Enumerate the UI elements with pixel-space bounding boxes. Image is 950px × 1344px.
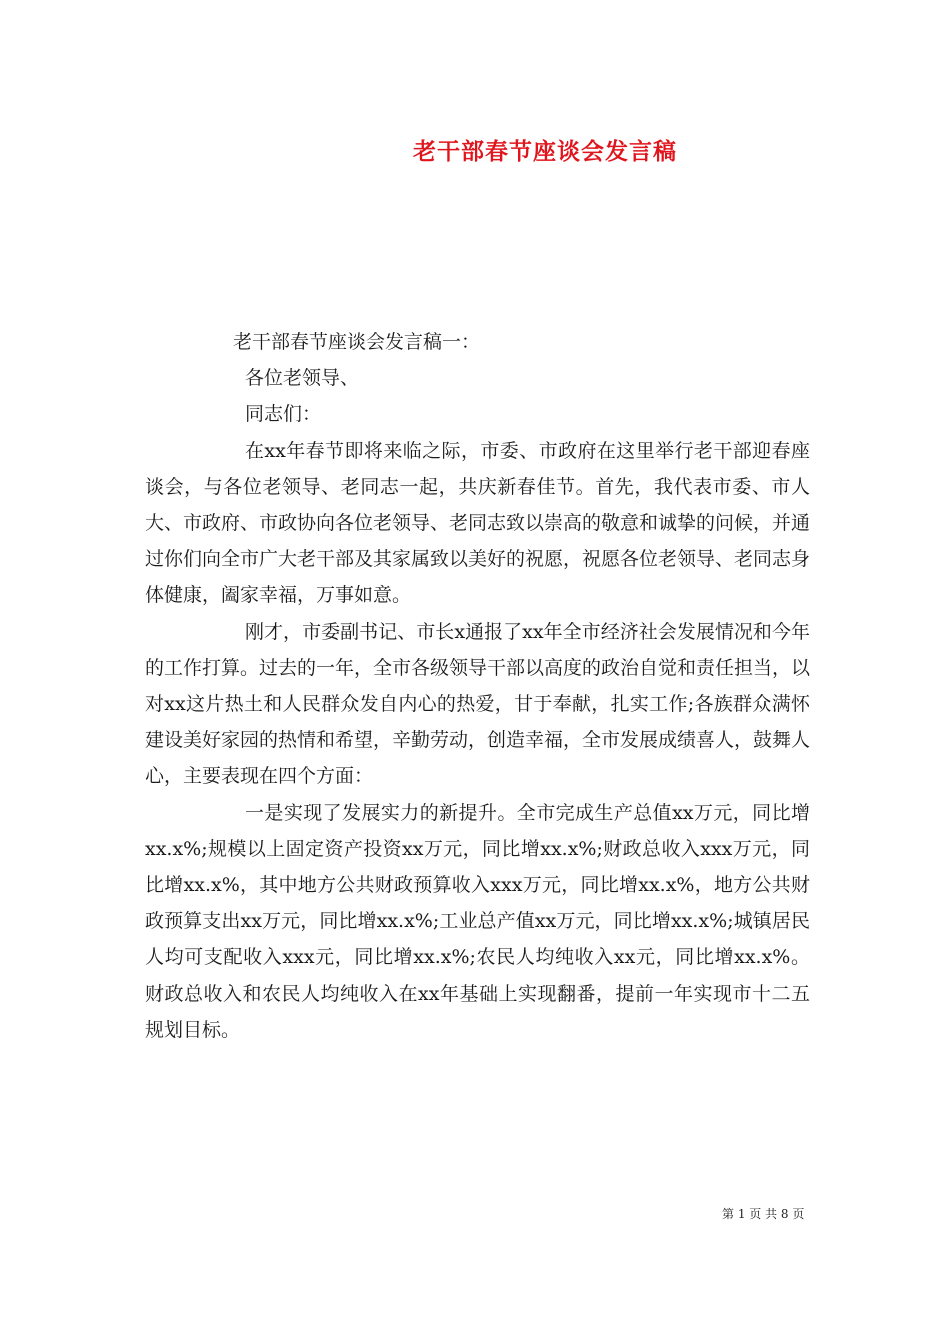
- paragraph-greeting: 在xx年春节即将来临之际，市委、市政府在这里举行老干部迎春座谈会，与各位老领导、老同志一起，共庆新春佳节。首先，我代表市委、市人大、市政府、市政协向各位老领导、老同志致以崇高的敬意和诚挚的问候，并通过你们向全市广大老干部及其家属致以美好的祝愿，祝愿各位老领导、老同志身体健康，阖家幸福，万事如意。: [145, 439, 811, 607]
- document-body: [145, 324, 810, 1048]
- paragraph-review: 刚才，市委副书记、市长x通报了xx年全市经济社会发展情况和今年的工作打算。过去的一年，全市各级领导干部以高度的政治自觉和责任担当，以对xx这片热土和人民群众发自内心的热爱，甘于奉献，扎实工作;各族群众满怀建设美好家园的热情和希望，辛勤劳动，创造幸福，全市发展成绩喜人，鼓舞人心，主要表现在四个方面：: [145, 620, 811, 788]
- document-title: 老干部春节座谈会发言稿: [413, 138, 677, 165]
- paragraph-achievement-1: 一是实现了发展实力的新提升。全市完成生产总值xx万元，同比增xx.x%;规模以上固定资产投资xx万元，同比增xx.x%;财政总收入xxx万元，同比增xx.x%，其中地方公共财政预算收入xxx万元，同比增xx.x%，地方公共财政预算支出xx万元，同比增xx.x%;工业总产值xx万元，同比增xx.x%;城镇居民人均可支配收入xxx元，同比增xx.x%;农民人均纯收入xx元，同比增xx.x%。财政总收入和农民人均纯收入在xx年基础上实现翻番，提前一年实现市十二五规划目标。: [145, 801, 810, 1041]
- salutation-line-2: 同志们：: [245, 403, 322, 426]
- section-subheading: 老干部春节座谈会发言稿一：: [233, 331, 481, 353]
- page-number-footer: 第 1 页 共 8 页: [722, 1207, 805, 1221]
- salutation-line-1: 各位老领导、: [245, 367, 360, 390]
